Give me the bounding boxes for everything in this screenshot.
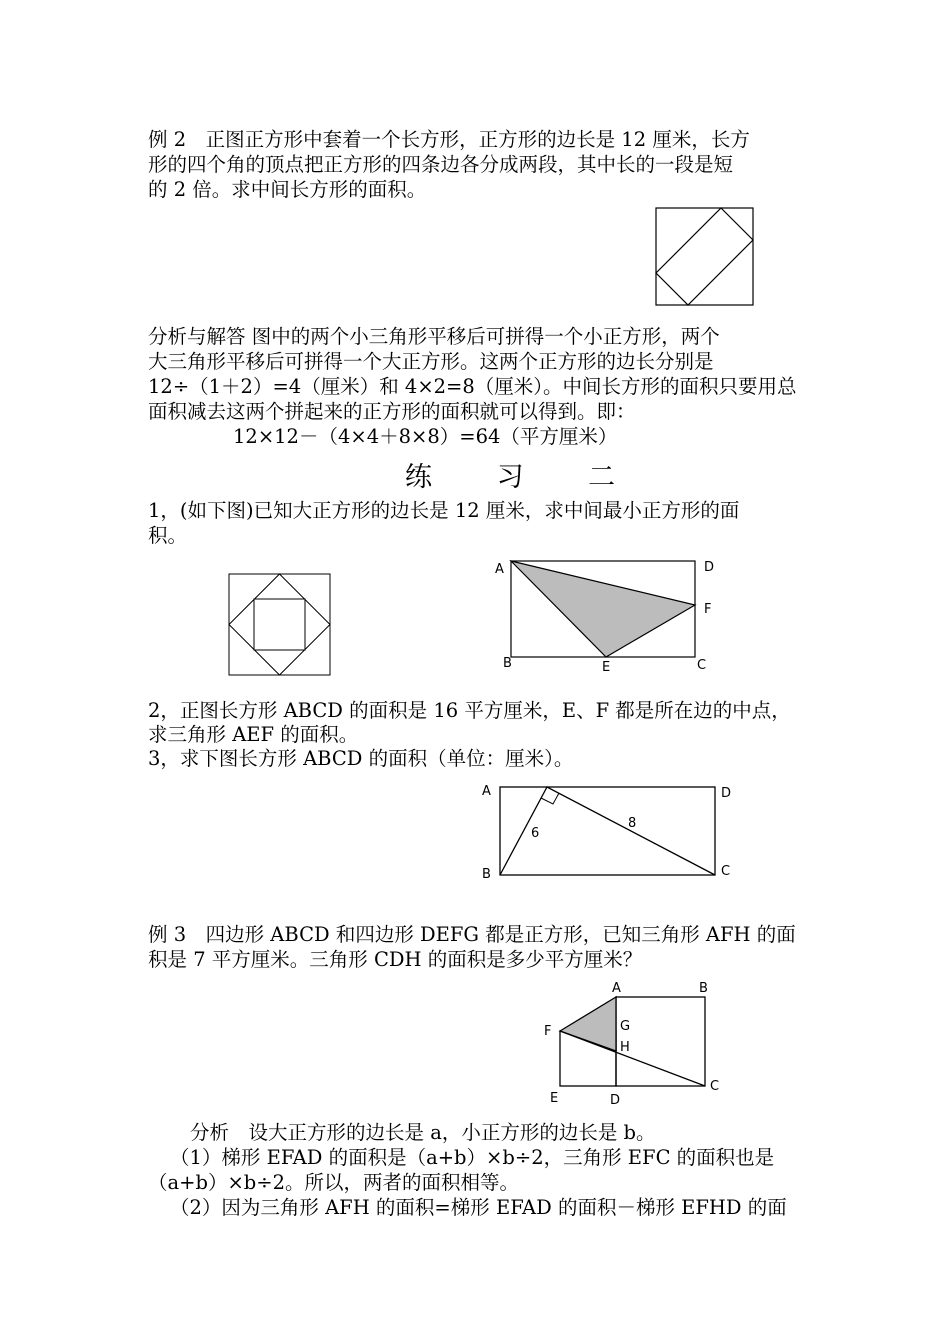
- example3-line-2: 积是 7 平方厘米。三角形 CDH 的面积是多少平方厘米？: [148, 948, 643, 971]
- figure-two-squares: [540, 978, 730, 1108]
- figure-rectangle-aef: [490, 555, 720, 675]
- exercise-title: 练 习 二: [405, 462, 644, 493]
- label-f: F: [544, 1024, 552, 1039]
- label-g: G: [620, 1019, 631, 1034]
- analysis2-line-4: （2）因为三角形 AFH 的面积=梯形 EFAD 的面积－梯形 EFHD 的面: [170, 1196, 787, 1219]
- label-a: A: [612, 981, 621, 996]
- example3-line-1: 例 3 四边形 ABCD 和四边形 DEFG 都是正方形，已知三角形 AFH 的面: [148, 923, 796, 946]
- example2-line-3: 的 2 倍。求中间长方形的面积。: [148, 178, 427, 201]
- label-eight: 8: [628, 816, 637, 831]
- q3-line-1: 3，求下图长方形 ABCD 的面积（单位：厘米）。: [148, 747, 574, 770]
- analysis2-line-1: 分析 设大正方形的边长是 a，小正方形的边长是 b。: [190, 1121, 656, 1144]
- analysis1-line-3: 12÷（1＋2）=4（厘米）和 4×2=8（厘米）。中间长方形的面积只要用总: [148, 375, 797, 398]
- analysis1-formula: 12×12－（4×4＋8×8）=64（平方厘米）: [233, 425, 618, 448]
- label-e: E: [550, 1091, 559, 1106]
- label-f: F: [704, 602, 712, 617]
- q1-line-1: 1，(如下图)已知大正方形的边长是 12 厘米，求中间最小正方形的面: [148, 499, 740, 522]
- example2-line-1: 例 2 正图正方形中套着一个长方形，正方形的边长是 12 厘米，长方: [148, 128, 750, 151]
- analysis1-line-1: 分析与解答 图中的两个小三角形平移后可拼得一个小正方形，两个: [148, 325, 720, 348]
- label-d: D: [704, 560, 715, 575]
- analysis1-line-4: 面积减去这两个拼起来的正方形的面积就可以得到。即：: [148, 400, 636, 423]
- label-h: H: [620, 1040, 630, 1055]
- analysis1-line-2: 大三角形平移后可拼得一个大正方形。这两个正方形的边长分别是: [148, 350, 714, 373]
- figure-square-with-rectangle: [655, 207, 755, 307]
- label-b: B: [699, 981, 708, 996]
- q2-line-1: 2，正图长方形 ABCD 的面积是 16 平方厘米，E、F 都是所在边的中点，: [148, 699, 791, 722]
- q1-line-2: 积。: [148, 524, 188, 547]
- label-e: E: [602, 660, 611, 675]
- label-six: 6: [531, 826, 540, 841]
- figure-rectangle-abcd: [475, 780, 740, 885]
- analysis2-line-3: （a+b）×b÷2。所以，两者的面积相等。: [148, 1171, 520, 1194]
- label-b: B: [482, 867, 491, 882]
- label-c: C: [721, 864, 731, 879]
- label-a: A: [495, 562, 504, 577]
- label-b: B: [503, 656, 512, 671]
- figure-nested-squares: [228, 573, 333, 678]
- label-c: C: [697, 658, 707, 673]
- label-d: D: [610, 1093, 621, 1108]
- label-c: C: [710, 1079, 720, 1094]
- q2-line-2: 求三角形 AEF 的面积。: [148, 723, 359, 746]
- analysis2-line-2: （1）梯形 EFAD 的面积是（a+b）×b÷2，三角形 EFC 的面积也是: [170, 1146, 775, 1169]
- label-d: D: [721, 786, 732, 801]
- example2-line-2: 形的四个角的顶点把正方形的四条边各分成两段，其中长的一段是短: [148, 153, 734, 176]
- label-a: A: [482, 784, 491, 799]
